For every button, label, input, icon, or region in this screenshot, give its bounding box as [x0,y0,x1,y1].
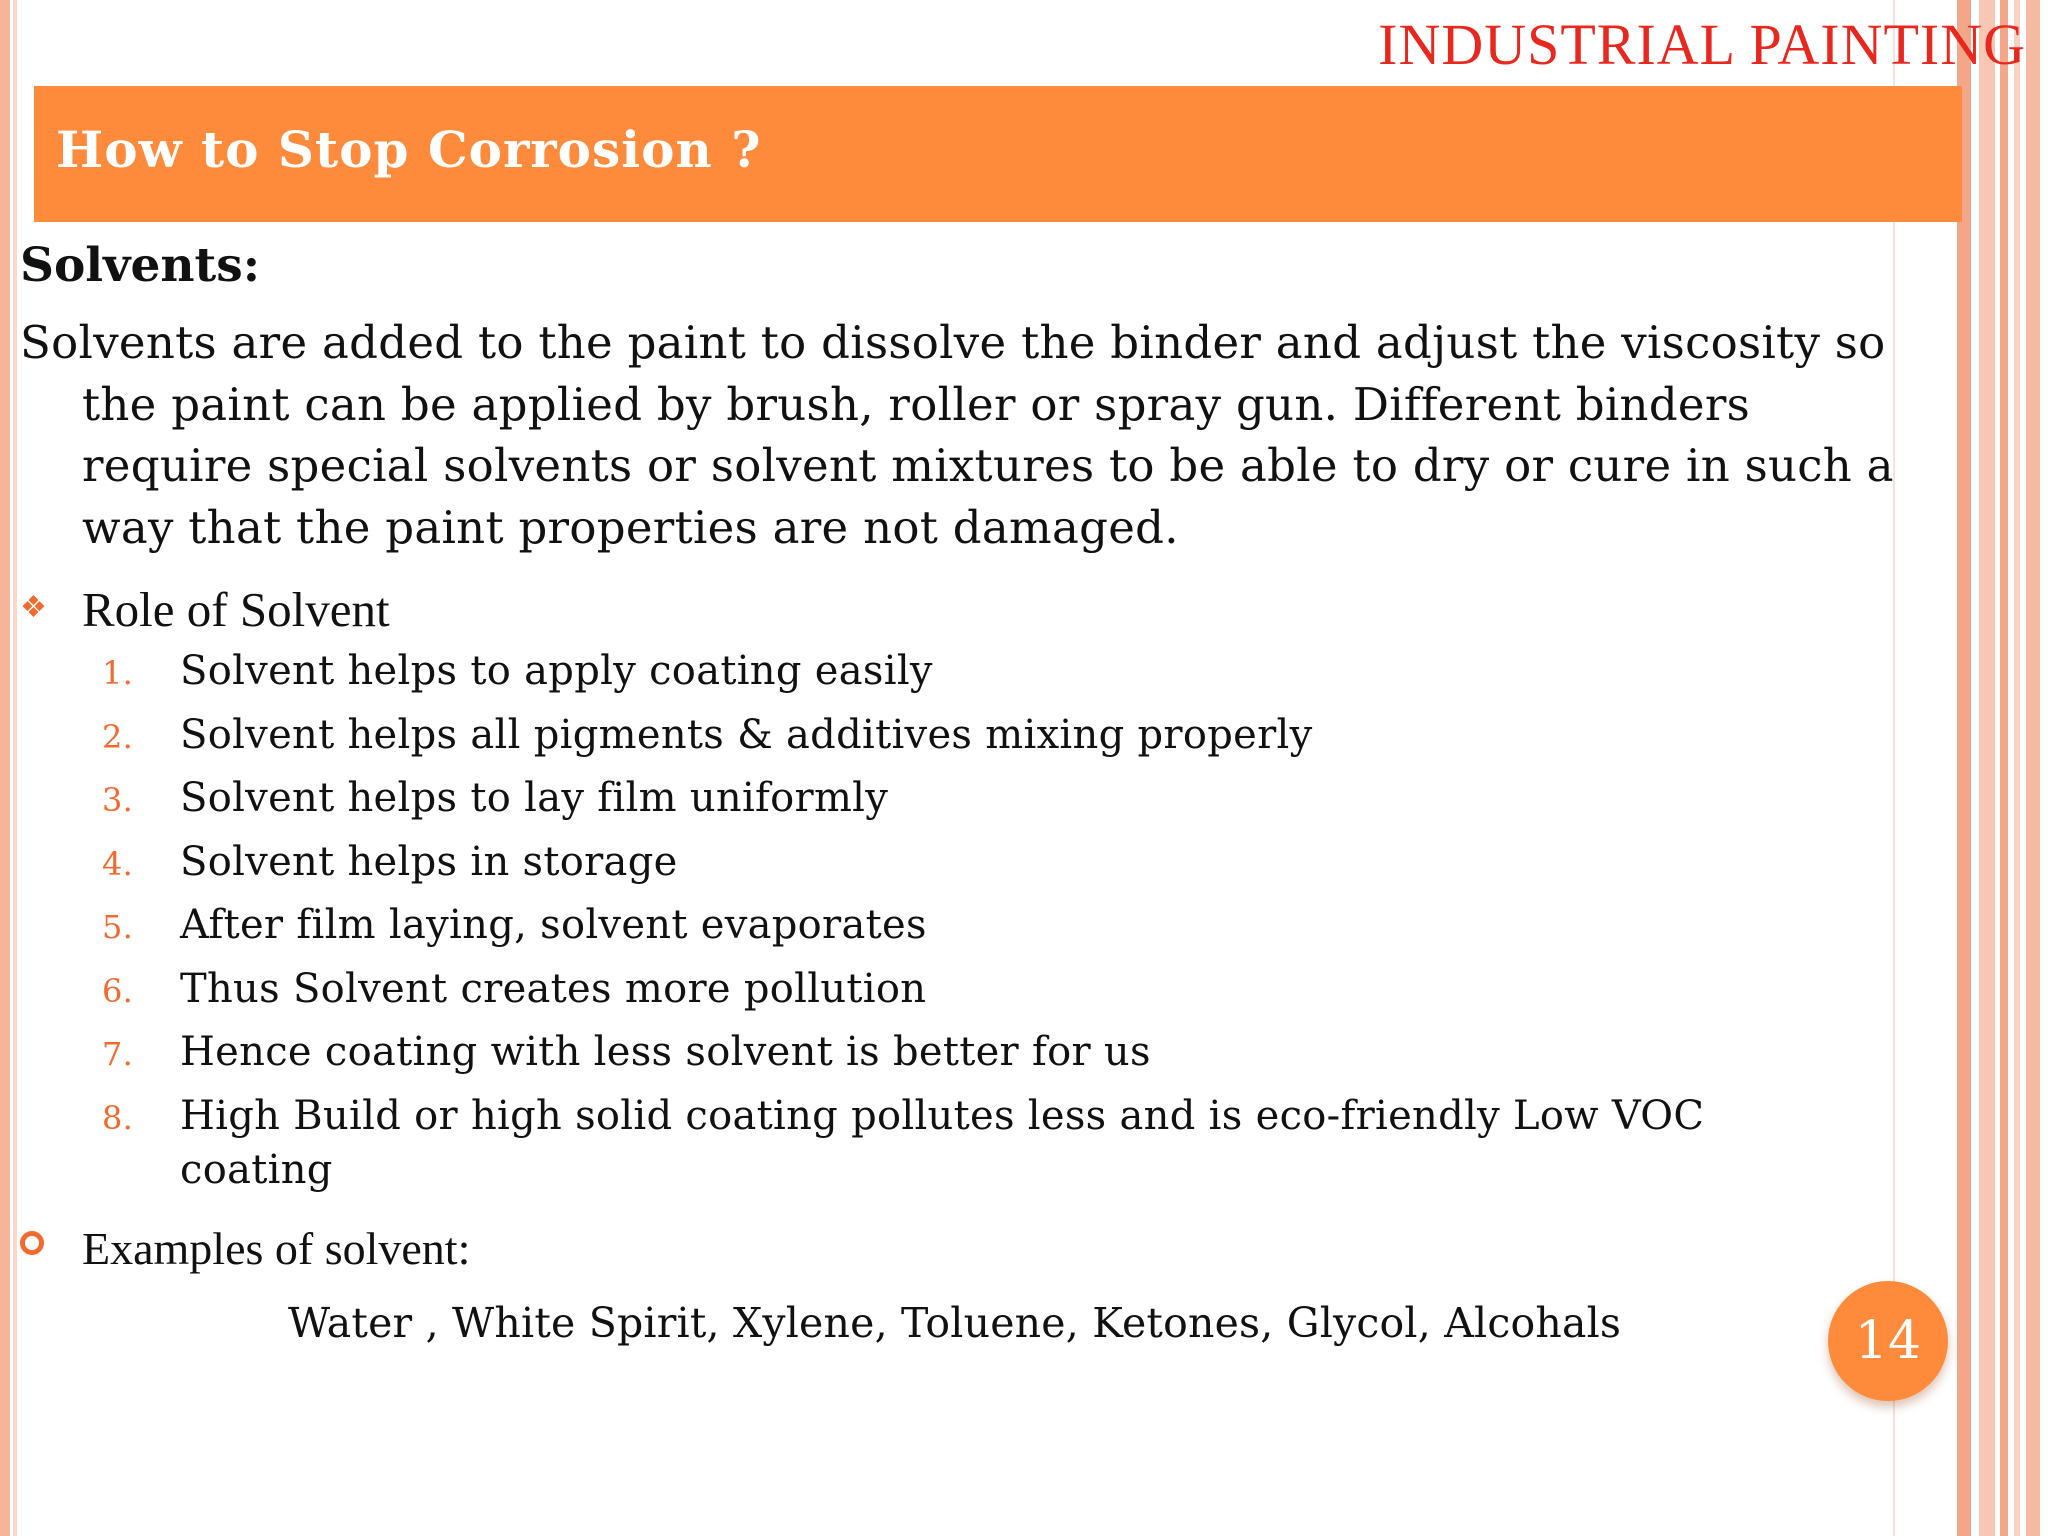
role-title: Role of Solvent [82,582,390,637]
list-item-number: 7. [102,1035,134,1073]
diamond-cluster-icon: ❖ [20,591,47,624]
list-item-text: Solvent helps to lay film uniformly [180,775,889,821]
list-item [20,708,1740,762]
list-item [20,644,1740,698]
list-item-number: 1. [102,654,134,692]
right-border-stripe [2000,0,2008,1536]
role-list [20,644,1880,1197]
examples-values: Water , White Spirit, Xylene, Toluene, Ketones, Glycol, Alcohals [288,1298,1622,1347]
right-border-stripe [2014,0,2020,1536]
list-item [20,835,1740,889]
header-brand-title: INDUSTRIAL PAINTING [1378,12,2026,77]
list-item-number: 4. [102,844,134,883]
list-item-number: 2. [102,717,134,756]
list-item-number: 6. [102,971,134,1010]
circle-bullet-icon [20,1231,44,1255]
list-item-number: 3. [102,781,134,819]
section-heading: Solvents: [20,238,261,293]
list-item [20,771,1740,825]
intro-paragraph: Solvents are added to the paint to dissolve the binder and adjust the viscosity so the paint can be applied by brush, roller or spray gun. Different binders require special solvents or solvent mixtures to be able to dry or cure in such a way that the paint properties are not damaged. [20,316,1894,554]
list-item-number: 5. [102,908,134,946]
slide-content [20,236,1894,1351]
right-border-stripe [2026,0,2040,1536]
left-border-stripe [0,0,10,1536]
list-item [20,1089,1740,1197]
list-item-text: After film laying, solvent evaporates [180,902,927,948]
slide-title-bar [34,86,1962,222]
page-number-badge: 14 [1828,1281,1948,1401]
list-item-text: Solvent helps all pigments & additives mixing properly [180,711,1313,758]
left-border-stripe-thin [13,0,17,1536]
page-title: How to Stop Corrosion ? [56,120,762,179]
list-item [20,962,1740,1016]
list-item-text: Thus Solvent creates more pollution [180,965,927,1012]
list-item-text: Hence coating with less solvent is better for us [180,1029,1151,1075]
list-item-number: 8. [102,1098,134,1137]
right-border-stripe [1957,0,1971,1536]
role-bullet-row [20,580,1880,640]
list-item [20,898,1740,952]
list-item-text: Solvent helps in storage [180,838,678,885]
examples-bullet-row [20,1219,1880,1279]
examples-title: Examples of solvent: [82,1222,471,1274]
right-border-stripe [1979,0,1995,1536]
list-item [20,1025,1740,1079]
list-item-text: Solvent helps to apply coating easily [180,648,933,694]
list-item-text: High Build or high solid coating pollutes less and is eco-friendly Low VOC coating [180,1092,1705,1193]
